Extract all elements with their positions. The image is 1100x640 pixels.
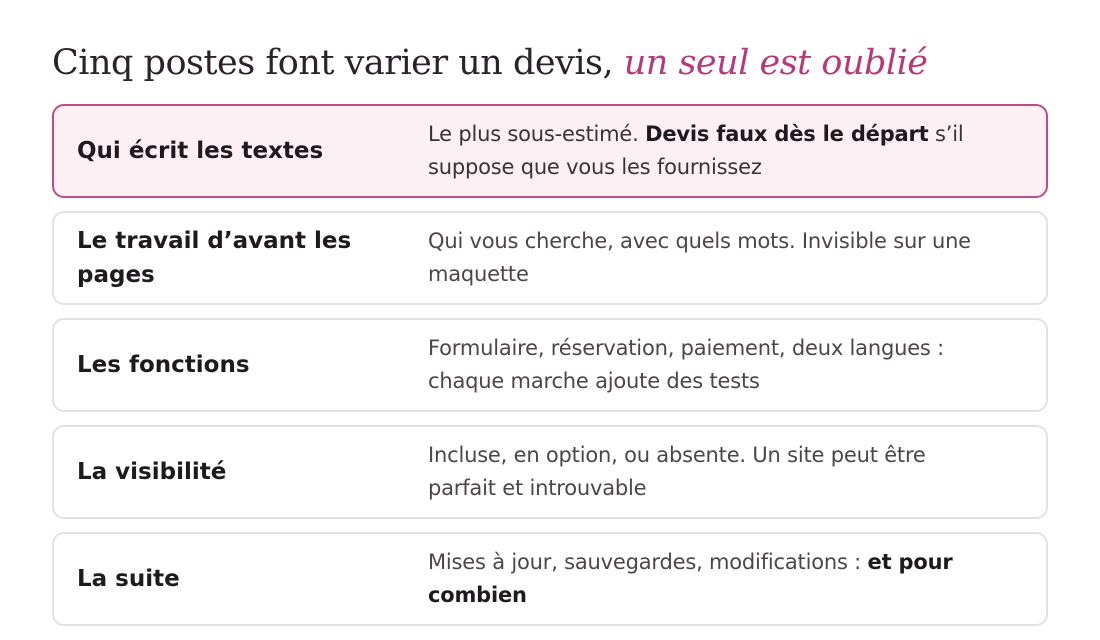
cost-item-title: La suite [77,566,180,592]
cost-item-description [428,118,1028,184]
cost-item-visibilite [52,425,1048,519]
page-heading [52,34,1048,92]
cost-item-description [428,332,1028,398]
desc-emphasis: et pour combien [428,550,953,607]
cost-item-suite [52,532,1048,626]
cost-item-title: Les fonctions [77,352,250,378]
cost-items-list [52,104,1048,626]
desc-text: Le plus sous-estimé. [428,122,646,146]
cost-item-textes [52,104,1048,198]
desc-text: Mises à jour, sauvegardes, modifications : [428,550,868,574]
desc-text: Formulaire, réservation, paiement, deux langues : chaque marche ajoute des tests [428,336,944,393]
cost-item-description [428,439,1028,505]
cost-item-fonctions [52,318,1048,412]
desc-text: Incluse, en option, ou absente. Un site peut être parfait et introuvable [428,443,926,500]
desc-text: Qui vous cherche, avec quels mots. Invisible sur une maquette [428,229,971,286]
cost-item-title: La visibilité [77,459,227,485]
cost-item-description [428,225,1028,291]
heading-accent: un seul est oublié [623,43,928,83]
heading-main: Cinq postes font varier un devis, [52,43,614,83]
desc-emphasis: Devis faux dès le départ [645,122,929,146]
page [52,34,1048,626]
cost-item-title: Qui écrit les textes [77,138,324,164]
cost-item-title: Le travail d’avant les pages [77,228,352,288]
cost-item-description [428,546,1028,612]
cost-item-travail-amont [52,211,1048,305]
desc-text-end: s’il suppose que vous les fournissez [428,122,964,179]
